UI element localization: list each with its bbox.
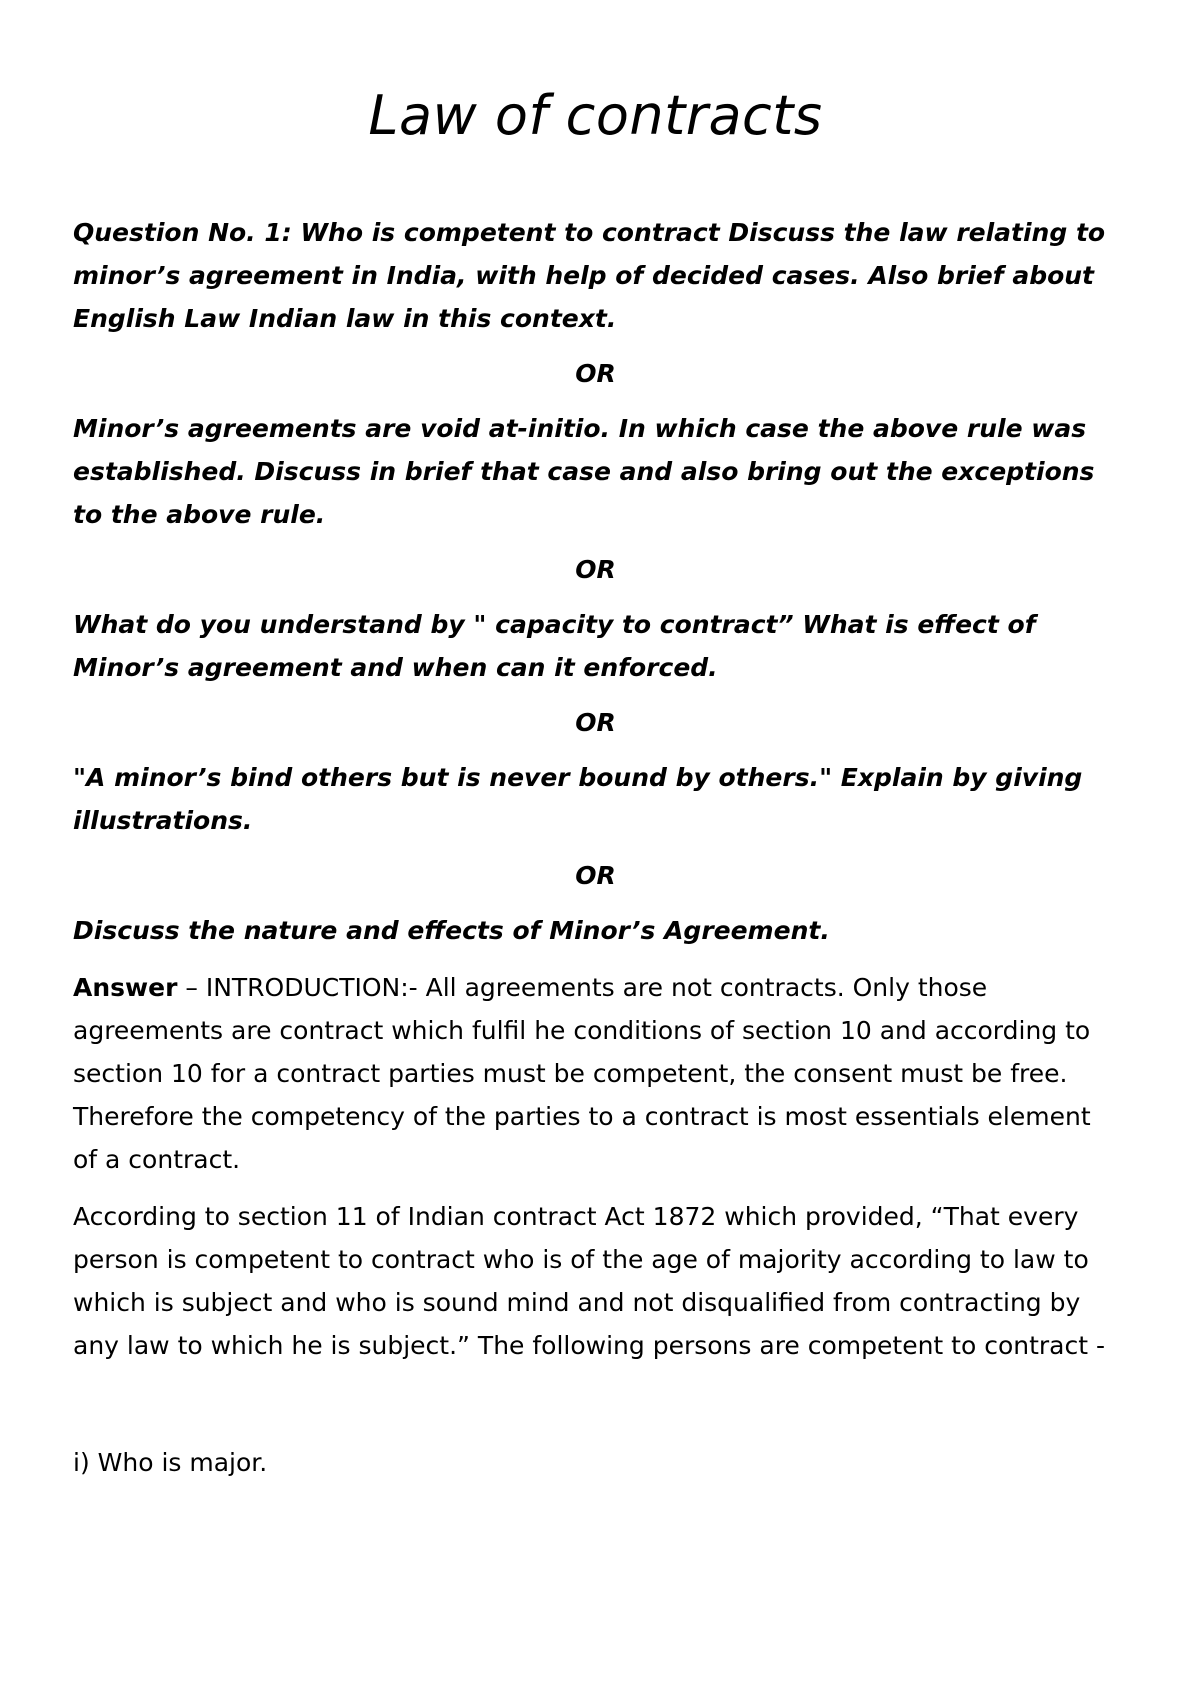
question-4: "A minor’s bind others but is never bound by others." Explain by giving illustrations.	[73, 763, 1083, 835]
list-item: i) Who is major.	[73, 1448, 268, 1477]
answer-label: Answer	[73, 973, 178, 1002]
question-2: Minor’s agreements are void at-initio. In which case the above rule was established. Discuss in brief that case and also bring out the exceptions to the above rule.	[73, 414, 1095, 529]
answer-introduction	[73, 966, 1118, 1181]
answer-intro-text: – INTRODUCTION:- All agreements are not contracts. Only those agreements are contract which fulfil he conditions of section 10 and according to section 10 for a contract parties must be competent, the consent must be free. Therefore the competency of the parties to a contract is most essentials element of a contract.	[73, 973, 1091, 1174]
or-separator: OR	[575, 359, 616, 388]
document-title: Law of contracts	[368, 84, 823, 147]
question-1: Question No. 1: Who is competent to contract Discuss the law relating to minor’s agreement in India, with help of decided cases. Also brief about English Law Indian law in this context.	[73, 218, 1106, 333]
or-separator: OR	[575, 555, 616, 584]
question-3: What do you understand by " capacity to contract” What is effect of Minor’s agreement and when can it enforced.	[73, 610, 1036, 682]
or-separator: OR	[575, 708, 616, 737]
answer-paragraph-section-11: According to section 11 of Indian contract Act 1872 which provided, “That every person is competent to contract who is of the age of majority according to law to which is subject and who is sound mind and not disqualified from contracting by any law to which he is subject.” The following persons are competent to contract -	[73, 1202, 1106, 1360]
question-5: Discuss the nature and effects of Minor’s Agreement.	[73, 916, 830, 945]
or-separator: OR	[575, 861, 616, 890]
